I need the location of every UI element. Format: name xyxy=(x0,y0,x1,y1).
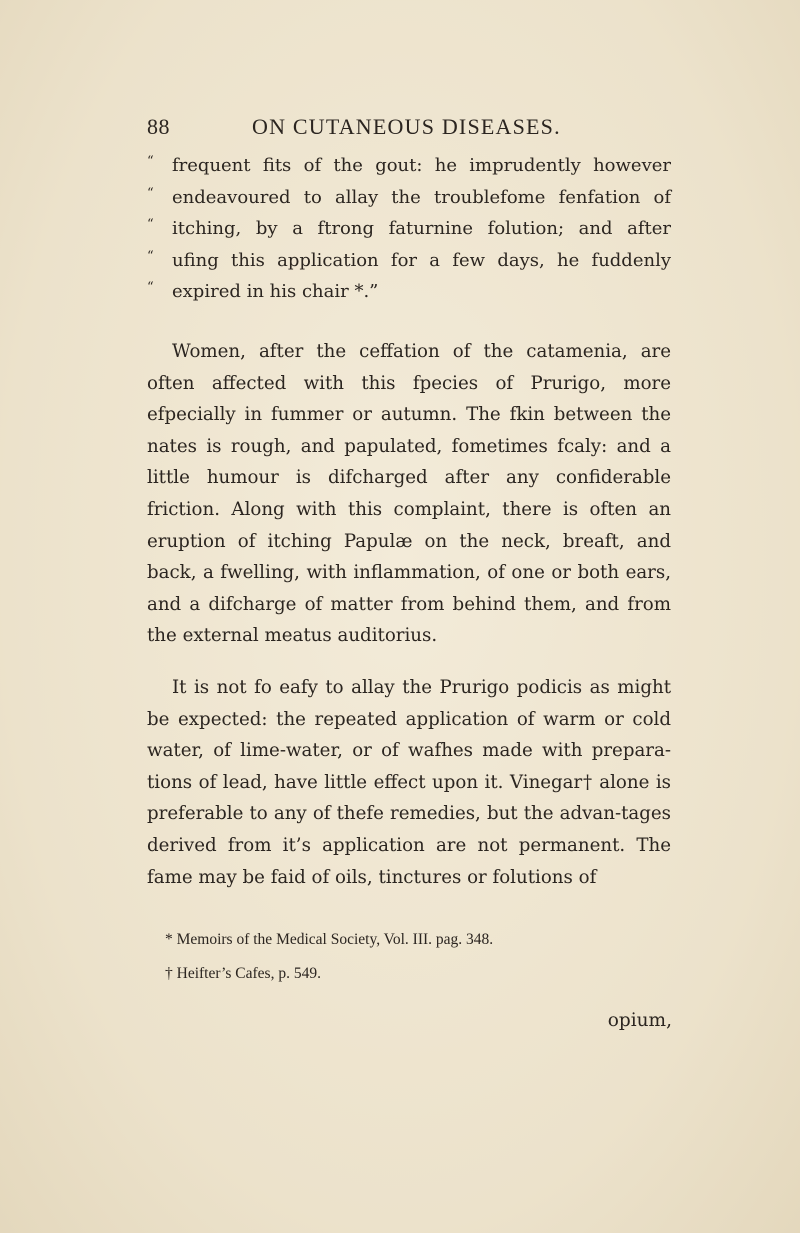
quote-line xyxy=(147,213,671,245)
quote-line xyxy=(147,245,671,277)
quote-mark: “ xyxy=(147,248,154,264)
quote-mark: “ xyxy=(147,217,154,232)
quote-line-text: endeavoured to allay the troublefome fenfation of xyxy=(172,186,671,208)
footnote-heister: † Heifter’s Cafes, p. 549. xyxy=(165,965,321,982)
paragraph-women: Women, after the ceffation of the catamenia, are often affected with this fpecies of Prurigo, more efpecially in fummer or autumn. The fkin between the nates is rough, and papulated, fometimes fcaly: and a little humour is difcharged after any confiderable friction. Along with this complaint, there is often an eruption of itching Papulæ on the neck, breaft, and back, a fwelling, with inflammation, of one or both ears, and a difcharge of matter from behind them, and from the external meatus auditorius. xyxy=(147,341,671,647)
quoted-passage xyxy=(147,150,671,308)
catchword: opium, xyxy=(607,1010,672,1031)
quote-mark: “ xyxy=(147,185,154,201)
quote-mark: “ xyxy=(147,154,154,169)
quote-line xyxy=(147,150,671,182)
running-head: ON CUTANEOUS DISEASES. xyxy=(252,114,561,139)
quote-line xyxy=(147,182,671,214)
footnote-memoirs: * Memoirs of the Medical Society, Vol. III. pag. 348. xyxy=(165,931,494,948)
quote-line-text: expired in his chair *.” xyxy=(172,281,379,302)
quote-line-text: itching, by a ftrong faturnine folution; and after xyxy=(172,218,671,239)
footnotes xyxy=(165,923,671,991)
quote-line xyxy=(147,276,671,308)
quote-mark: “ xyxy=(147,280,154,295)
page-header xyxy=(147,114,671,144)
quote-line-text: frequent fits of the gout: he imprudently however xyxy=(172,155,671,176)
paragraph-prurigo-podicis: It is not fo eafy to allay the Prurigo podicis as might be expected: the repeated application of warm or cold water, of lime-water, or of wafhes made with prepara-tions of lead, have little effect upon it. Vinegar† alone is preferable to any of thefe remedies, but the advan-tages derived from it’s application are not permanent. The fame may be faid of oils, tinctures or folutions of xyxy=(147,677,671,888)
page-number: 88 xyxy=(147,114,170,139)
quote-line-text: ufing this application for a few days, he fuddenly xyxy=(172,249,671,271)
